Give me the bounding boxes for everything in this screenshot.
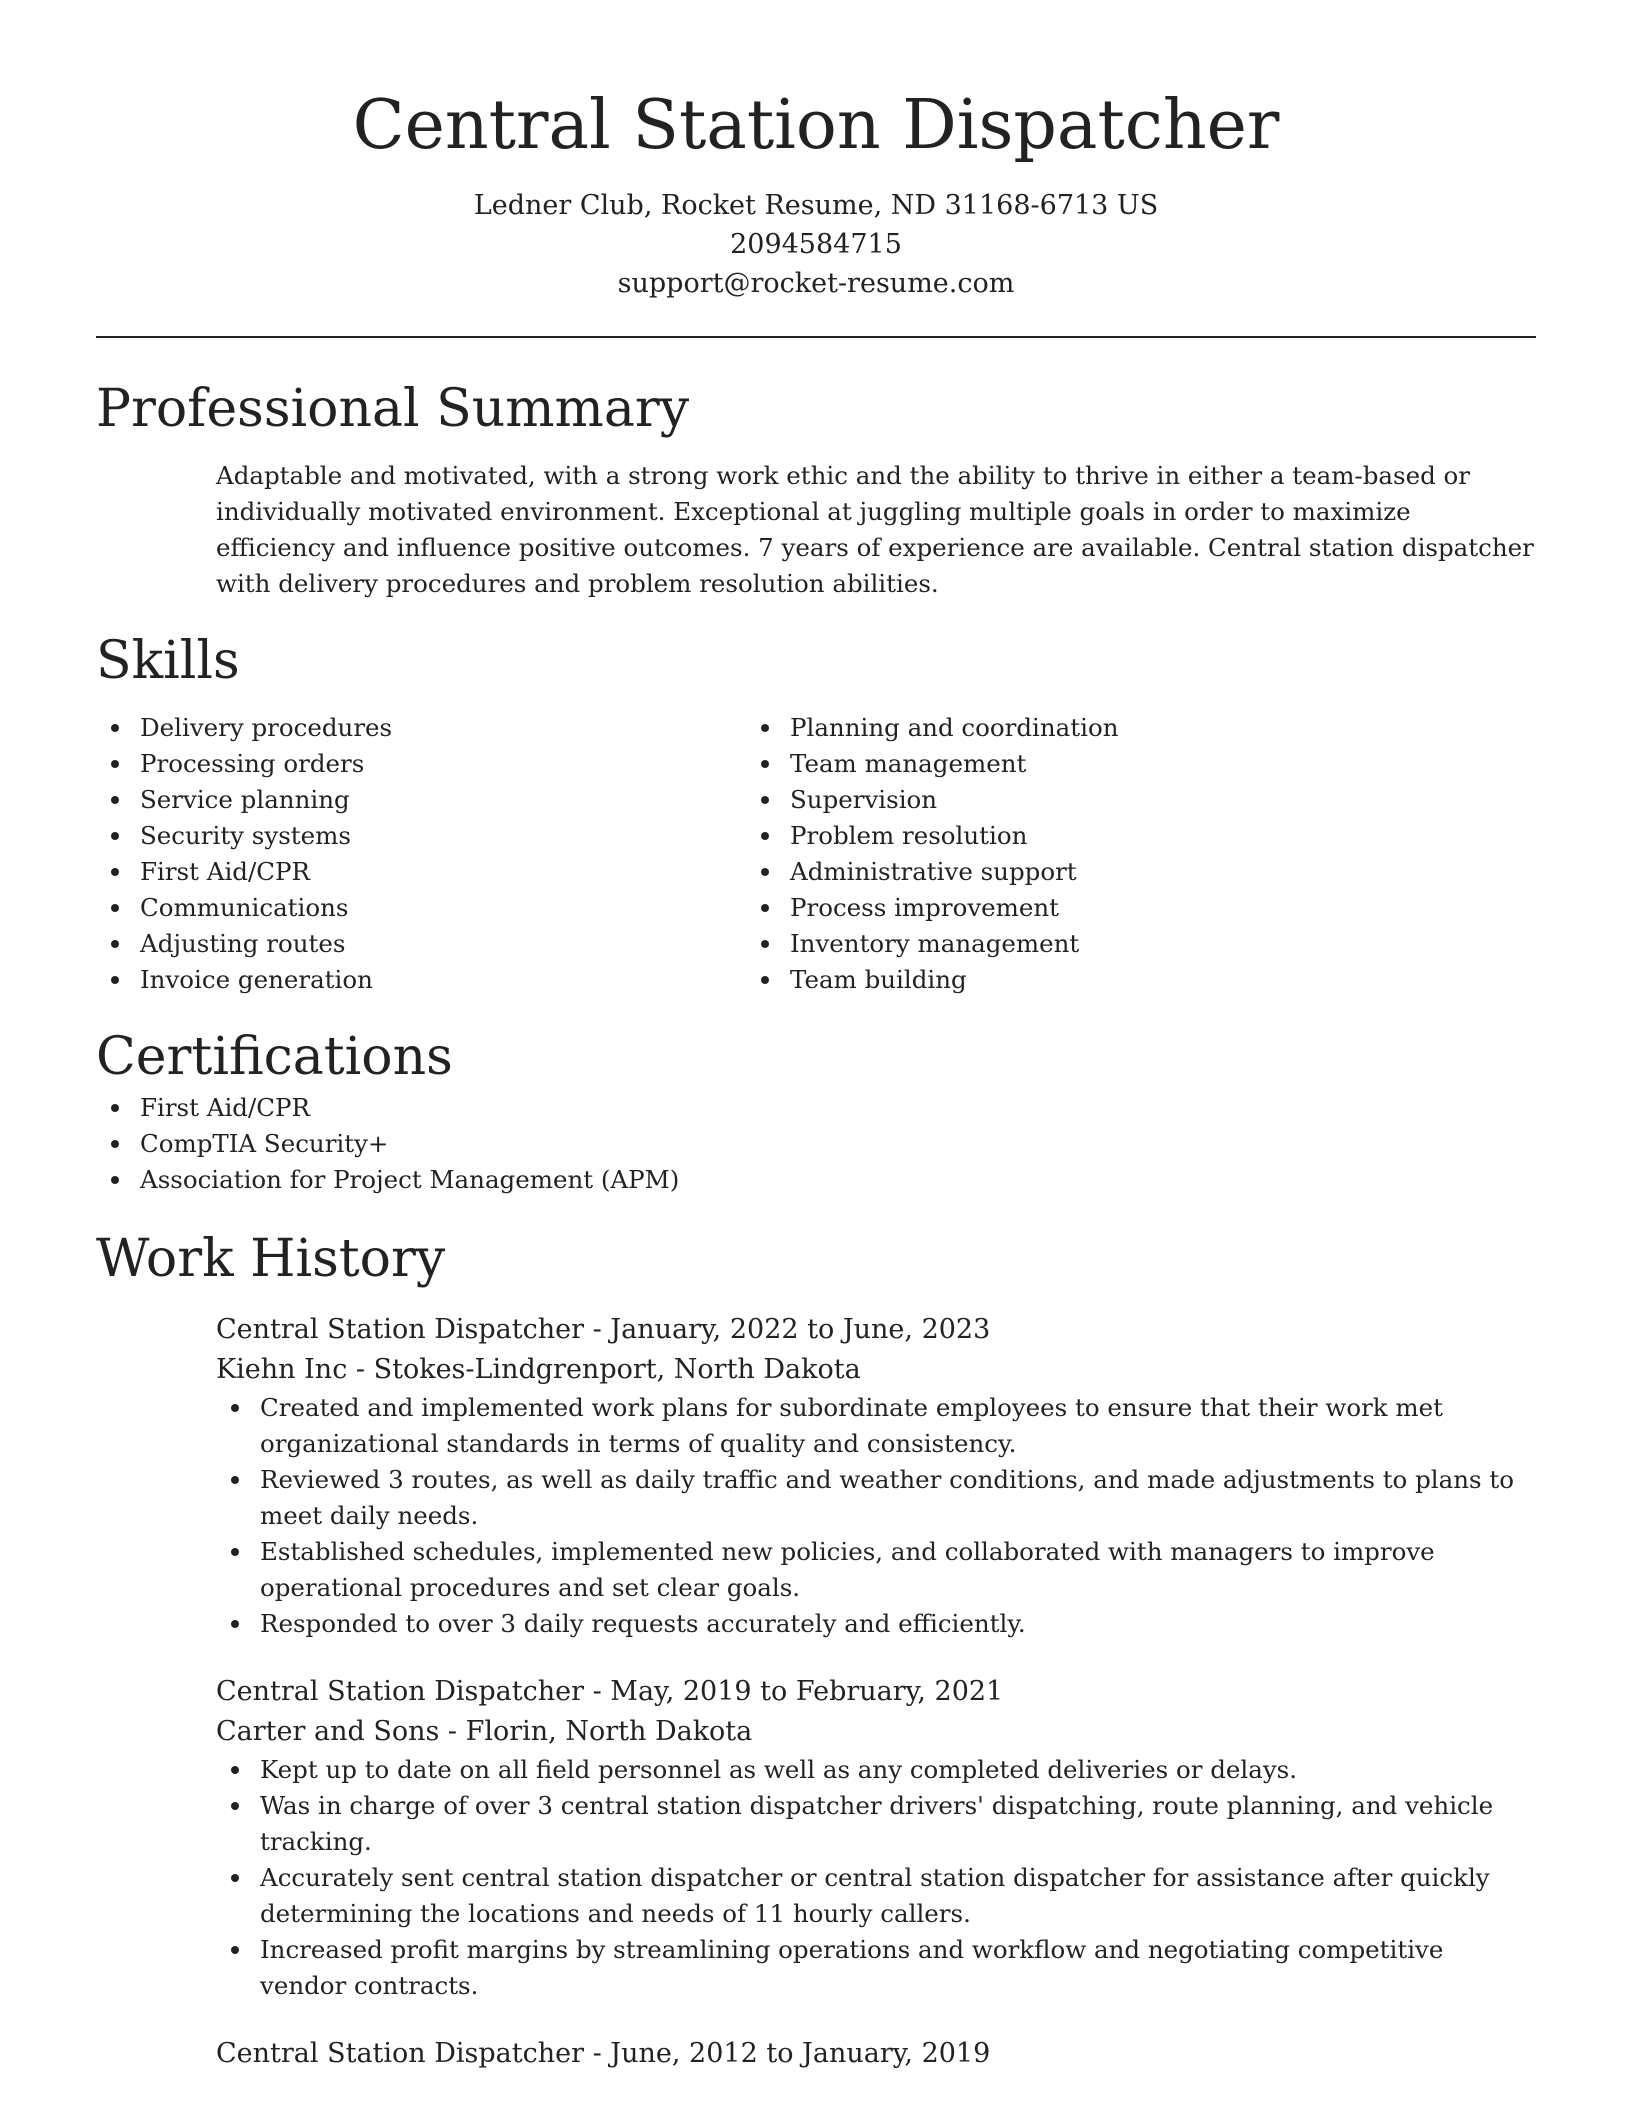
job-duty-text: Responded to over 3 daily requests accurately and efficiently. xyxy=(260,1609,1026,1638)
skills-heading: Skills xyxy=(96,631,240,691)
job-duty xyxy=(216,1606,1536,1642)
summary-text: Adaptable and motivated, with a strong work ethic and the ability to thrive in either a team-based or individually motivated environment. Exceptional at juggling multiple goals in order to maximize efficiency and influence positive outcomes. 7 years of experience are available. Central station dispatcher with delivery procedures and problem resolution abilities. xyxy=(216,461,1534,598)
skill-label: Administrative support xyxy=(790,857,1077,886)
summary-heading: Professional Summary xyxy=(96,379,690,439)
skill-label: Communications xyxy=(140,893,349,922)
bullet-icon xyxy=(231,1802,239,1810)
job-duties-list xyxy=(216,1390,1536,1642)
bullet-icon xyxy=(761,868,769,876)
job-duty-text: Reviewed 3 routes, as well as daily traffic and weather conditions, and made adjustments to plans to meet daily needs. xyxy=(260,1465,1514,1530)
email-address: support@rocket-resume.com xyxy=(617,268,1015,299)
job-duty xyxy=(216,1390,1536,1462)
skill-item xyxy=(96,782,626,818)
skill-item xyxy=(96,926,626,962)
skill-item xyxy=(96,854,626,890)
skill-item xyxy=(746,890,1276,926)
skills-left-column xyxy=(96,710,626,998)
skills-grid xyxy=(96,710,1536,998)
job-duty xyxy=(216,1860,1536,1932)
bullet-icon xyxy=(231,1620,239,1628)
job-duty-text: Accurately sent central station dispatcher or central station dispatcher for assistance after quickly determining the locations and needs of 11 hourly callers. xyxy=(260,1863,1490,1928)
skill-item xyxy=(746,962,1276,998)
skill-item xyxy=(746,926,1276,962)
job-duty-text: Created and implemented work plans for subordinate employees to ensure that their work met organizational standards in terms of quality and consistency. xyxy=(260,1393,1444,1458)
bullet-icon xyxy=(111,868,119,876)
job-title-line: Central Station Dispatcher - June, 2012 to January, 2019 xyxy=(216,2038,991,2069)
bullet-icon xyxy=(761,832,769,840)
bullet-icon xyxy=(231,1874,239,1882)
bullet-icon xyxy=(111,1176,119,1184)
resume-page xyxy=(96,0,1536,2074)
bullet-icon xyxy=(111,904,119,912)
job-duty xyxy=(216,1752,1536,1788)
skill-label: First Aid/CPR xyxy=(140,857,310,886)
job-duty xyxy=(216,1534,1536,1606)
job-duty-text: Was in charge of over 3 central station dispatcher drivers' dispatching, route planning, and vehicle tracking. xyxy=(260,1791,1494,1856)
bullet-icon xyxy=(231,1476,239,1484)
bullet-icon xyxy=(761,904,769,912)
header-divider xyxy=(96,336,1536,338)
certification-label: First Aid/CPR xyxy=(140,1093,310,1122)
certifications-heading: Certifications xyxy=(96,1027,453,1087)
resume-header xyxy=(96,0,1536,303)
phone-number: 2094584715 xyxy=(730,229,902,260)
bullet-icon xyxy=(761,724,769,732)
bullet-icon xyxy=(761,760,769,768)
skill-item xyxy=(746,746,1276,782)
certification-label: Association for Project Management (APM) xyxy=(140,1165,680,1194)
skill-item xyxy=(746,782,1276,818)
bullet-icon xyxy=(111,724,119,732)
bullet-icon xyxy=(111,1140,119,1148)
candidate-name: Central Station Dispatcher xyxy=(352,86,1280,165)
certifications-list xyxy=(96,1090,1536,1198)
skill-label: Processing orders xyxy=(140,749,365,778)
job-duty xyxy=(216,1788,1536,1860)
skill-item xyxy=(746,710,1276,746)
skill-item xyxy=(746,818,1276,854)
contact-info xyxy=(96,186,1536,303)
certification-item xyxy=(96,1126,1536,1162)
job-duty-text: Established schedules, implemented new policies, and collaborated with managers to improve operational procedures and set clear goals. xyxy=(260,1537,1435,1602)
bullet-icon xyxy=(111,760,119,768)
work-history-heading: Work History xyxy=(96,1229,446,1289)
bullet-icon xyxy=(761,796,769,804)
job-entry xyxy=(216,1310,1536,1642)
skill-item xyxy=(96,818,626,854)
job-duty-text: Kept up to date on all field personnel as well as any completed deliveries or delays. xyxy=(260,1755,1298,1784)
skill-label: Inventory management xyxy=(790,929,1080,958)
skill-label: Team management xyxy=(790,749,1027,778)
job-company-line: Kiehn Inc - Stokes-Lindgrenport, North Dakota xyxy=(216,1354,861,1385)
bullet-icon xyxy=(111,796,119,804)
bullet-icon xyxy=(761,940,769,948)
skill-label: Planning and coordination xyxy=(790,713,1119,742)
bullet-icon xyxy=(111,976,119,984)
bullet-icon xyxy=(761,976,769,984)
job-company-line: Carter and Sons - Florin, North Dakota xyxy=(216,1716,753,1747)
job-duties-list xyxy=(216,1752,1536,2004)
skill-label: Delivery procedures xyxy=(140,713,393,742)
skills-right-column xyxy=(746,710,1276,998)
skill-label: Team building xyxy=(790,965,967,994)
certification-item xyxy=(96,1162,1536,1198)
skill-label: Supervision xyxy=(790,785,938,814)
skill-item xyxy=(96,962,626,998)
skill-item xyxy=(96,890,626,926)
skill-label: Service planning xyxy=(140,785,350,814)
job-duty-text: Increased profit margins by streamlining operations and workflow and negotiating competitive vendor contracts. xyxy=(260,1935,1444,2000)
skill-label: Process improvement xyxy=(790,893,1060,922)
bullet-icon xyxy=(111,1104,119,1112)
bullet-icon xyxy=(111,940,119,948)
bullet-icon xyxy=(111,832,119,840)
skill-label: Invoice generation xyxy=(140,965,373,994)
job-title-line: Central Station Dispatcher - January, 2022 to June, 2023 xyxy=(216,1314,991,1345)
skill-label: Problem resolution xyxy=(790,821,1028,850)
address: Ledner Club, Rocket Resume, ND 31168-6713 US xyxy=(473,190,1159,221)
skill-item xyxy=(96,746,626,782)
job-duty xyxy=(216,1462,1536,1534)
skill-item xyxy=(96,710,626,746)
certification-item xyxy=(96,1090,1536,1126)
job-entry xyxy=(216,1672,1536,2004)
job-title-line: Central Station Dispatcher - May, 2019 to February, 2021 xyxy=(216,1676,1004,1707)
bullet-icon xyxy=(231,1766,239,1774)
bullet-icon xyxy=(231,1548,239,1556)
job-duty xyxy=(216,1932,1536,2004)
bullet-icon xyxy=(231,1946,239,1954)
certification-label: CompTIA Security+ xyxy=(140,1129,389,1158)
bullet-icon xyxy=(231,1404,239,1412)
skill-item xyxy=(746,854,1276,890)
skill-label: Security systems xyxy=(140,821,351,850)
skill-label: Adjusting routes xyxy=(140,929,346,958)
job-entry xyxy=(216,2034,1536,2074)
